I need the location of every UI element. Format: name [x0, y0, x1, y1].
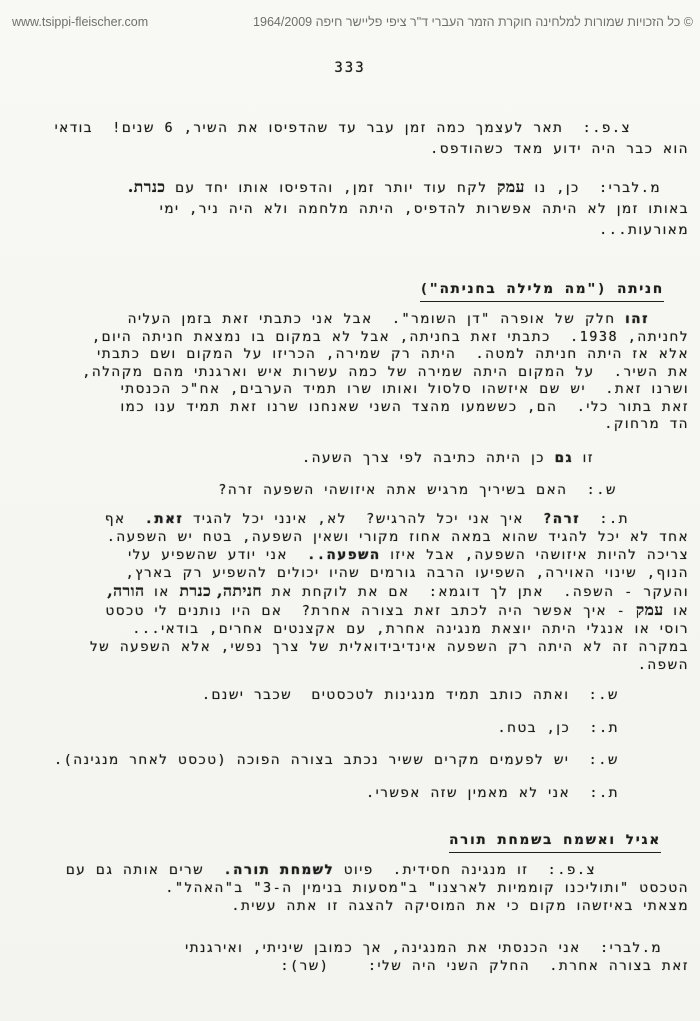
text-line [30, 199, 689, 220]
text-line [30, 897, 689, 915]
text-segment: ש.: יש לפעמים מקרים ששיר נכתב בצורה הפוכה (טכסט לאחר מנגינה). [54, 752, 619, 768]
text-segment: איך אני יכל להרגיש? לא, אינני יכל להגיד [183, 511, 544, 527]
text-line [30, 399, 689, 417]
text-segment: מאורעות... [599, 222, 689, 238]
inserted-word: עמק [635, 600, 664, 619]
text-line [30, 601, 689, 620]
text-line [30, 638, 689, 656]
text-segment: באותו זמן לא היתה אפשרות להדפיס, היתה מלחמה ולא היה ניר, ימי [159, 201, 689, 217]
text-segment: שרים אותה גם עם [65, 862, 224, 878]
text-line [30, 346, 689, 364]
text-line [30, 719, 689, 737]
text-segment: והעקר - השפה. אתן לך דוגמא: אם את לוקחת את [262, 584, 689, 600]
text-segment: צ.פ.: זו מנגינה חסידית. פיוט [334, 862, 596, 878]
text-segment: זאת בתור כלי. הם, כששמעו מהצד השני שאנחנו שרנו זאת תמיד ענו כמו [120, 398, 689, 415]
answer-paragraph-influence [30, 510, 689, 674]
text-line [30, 364, 689, 382]
dialogue-paragraph-tsippi-2 [30, 861, 689, 915]
text-segment: הנוף, שינוי האוירה, השפיעו הרבה גורמים שהיו יכולים להשפיע רק בארץ, [125, 565, 689, 581]
text-segment: לקח עוד יותר זמן, והדפיסו אותו יחד עם [165, 180, 498, 196]
text-segment: זהו [625, 311, 649, 327]
text-line [30, 381, 689, 399]
text-segment: אף [104, 511, 145, 527]
document-content [30, 0, 689, 1021]
text-segment: מ.לברי: אני הכנסתי את המנגינה, אך כמובן שיניתי, ואירגנתי [185, 940, 662, 956]
text-line [30, 311, 689, 329]
text-line [30, 449, 689, 467]
text-segment: ש.: האם בשיריך מרגיש אתה איזושהי השפעה זרה? [218, 482, 617, 498]
inserted-word: חניתה, כנרת [179, 581, 263, 600]
remark-line [30, 449, 689, 467]
text-segment: זאת. [144, 511, 184, 527]
dialogue-paragraph-lavry-2 [30, 939, 689, 975]
text-segment: זרה? [543, 511, 581, 527]
text-segment: חלק של אופרה "דן השומר". אבל אני כתבתי זאת בזמן העליה [127, 311, 626, 327]
text-line [30, 656, 689, 674]
question-line-melodies [30, 686, 689, 704]
text-segment: ת.: [580, 511, 629, 527]
text-line [30, 582, 689, 601]
text-line [30, 481, 689, 499]
text-line [30, 118, 689, 139]
text-line [30, 546, 689, 564]
text-segment: ש.: ואתה כותב תמיד מנגינות לטכסטים שכבר ישנם. [201, 687, 619, 703]
text-segment: צ.פ.: תאר לעצמך כמה זמן עבר עד שהדפיסו את השיר, 6 שנים! בודאי [54, 120, 631, 136]
text-segment: השפעה.. [307, 547, 381, 563]
text-segment: צריכה להיות איזושהי השפעה, אבל איזו [380, 547, 689, 563]
answer-line-disbelief [30, 784, 689, 802]
dialogue-paragraph-tsippi-1 [30, 118, 689, 160]
text-segment: מצאתי באיזשהו מקום כי את המוסיקה להצגה זו אתה עשית. [231, 898, 689, 914]
answer-paragraph-hanita [30, 311, 689, 434]
text-line [30, 176, 689, 199]
text-segment: - איך אפשר היה לכתב זאת בצורה אחרת? אם היו נותנים לי טכסט [105, 603, 636, 619]
text-segment: לשמחת תורה. [223, 862, 335, 878]
text-segment: הד מרחוק. [604, 416, 689, 432]
text-line [30, 416, 689, 434]
answer-line-sure [30, 719, 689, 737]
text-line [30, 564, 689, 582]
text-segment: זאת בצורה אחרת. החלק השני היה שלי: (שר): [280, 958, 689, 974]
text-segment: במקרה זה לא היתה רק השפעה אינדיבידואלית של צרך נפשי, אלא השפעה של [89, 639, 689, 655]
text-segment: גם [554, 450, 574, 466]
text-segment: את השיר. על המקום היתה שמירה של כמה עשרות איש וארגנתי מהם מקהלה, [82, 363, 689, 380]
text-line [30, 620, 689, 638]
text-segment: אחד לא יכל להגיד שהוא במאה אחוז מקורי ושאין השפעה, בטח יש השפעה. [106, 529, 689, 545]
text-line [30, 861, 689, 879]
text-segment: ת.: כן, בטח. [497, 720, 619, 736]
section-heading-hanita: חניתה ("מה מלילה בחניתה") [420, 280, 664, 302]
text-segment: זו [573, 450, 594, 466]
section-heading-agil: אגיל ואשמח בשמחת תורה [449, 831, 661, 853]
text-line [30, 939, 689, 957]
text-segment: או [144, 584, 180, 600]
header-site-url: www.tsippi-fleischer.com [12, 15, 149, 29]
text-segment: אלא אז היתה חניתה למטה. היתה רק שמירה, הכריזו על המקום ושם כתבתי [97, 346, 689, 362]
header-copyright-notice: © כל הזכויות שמורות למלחינה חוקרת הזמר העברי ד"ר ציפי פליישר חיפה 1964/2009 [253, 15, 693, 29]
text-segment: השפה. [637, 657, 689, 673]
text-segment: או [663, 603, 689, 619]
text-segment: ת.: אני לא מאמין שזה אפשרי. [366, 785, 619, 801]
page-number: 333 [334, 60, 366, 76]
text-line [30, 686, 689, 704]
text-segment: ושרנו זאת. יש שם איזשהו סלסול ואותו שרו תמיד הערבים, אח"כ הכנסתי [120, 381, 689, 397]
question-line-influence [30, 481, 689, 499]
text-segment: רוסי או אנגלי היתה יוצאת מנגינה אחרת, עם אקצנטים אחרים, בודאי... [132, 621, 689, 637]
text-segment: הוא כבר היה ידוע מאד כשהודפס. [430, 141, 689, 157]
text-segment: לחניתה, 1938. כתבתי זאת בחניתה, אבל לא במקום בו נמצאת חניתה היום, [92, 328, 689, 345]
text-line [30, 879, 689, 897]
text-line [30, 510, 689, 528]
text-line [30, 784, 689, 802]
inserted-word: כנרת. [127, 177, 166, 196]
text-segment: מ.לברי: כן, נו [524, 180, 661, 196]
text-line [30, 329, 689, 347]
text-line [30, 528, 689, 546]
text-segment: כן היתה כתיבה לפי צרך השעה. [302, 450, 555, 466]
inserted-word: הורה, [107, 581, 145, 600]
text-line [30, 957, 689, 975]
inserted-word: עמק [497, 177, 525, 196]
text-line [30, 139, 689, 160]
text-line [30, 751, 689, 769]
question-line-reverse [30, 751, 689, 769]
text-segment: אני יודע שהשפיע עלי [128, 547, 308, 563]
dialogue-paragraph-lavry-1 [30, 176, 689, 241]
text-line [30, 220, 689, 241]
text-segment: הטכסט "ותוליכנו קוממיות לארצנו" ב"מסעות בנימין ה-3" ב"האהל". [165, 880, 689, 896]
